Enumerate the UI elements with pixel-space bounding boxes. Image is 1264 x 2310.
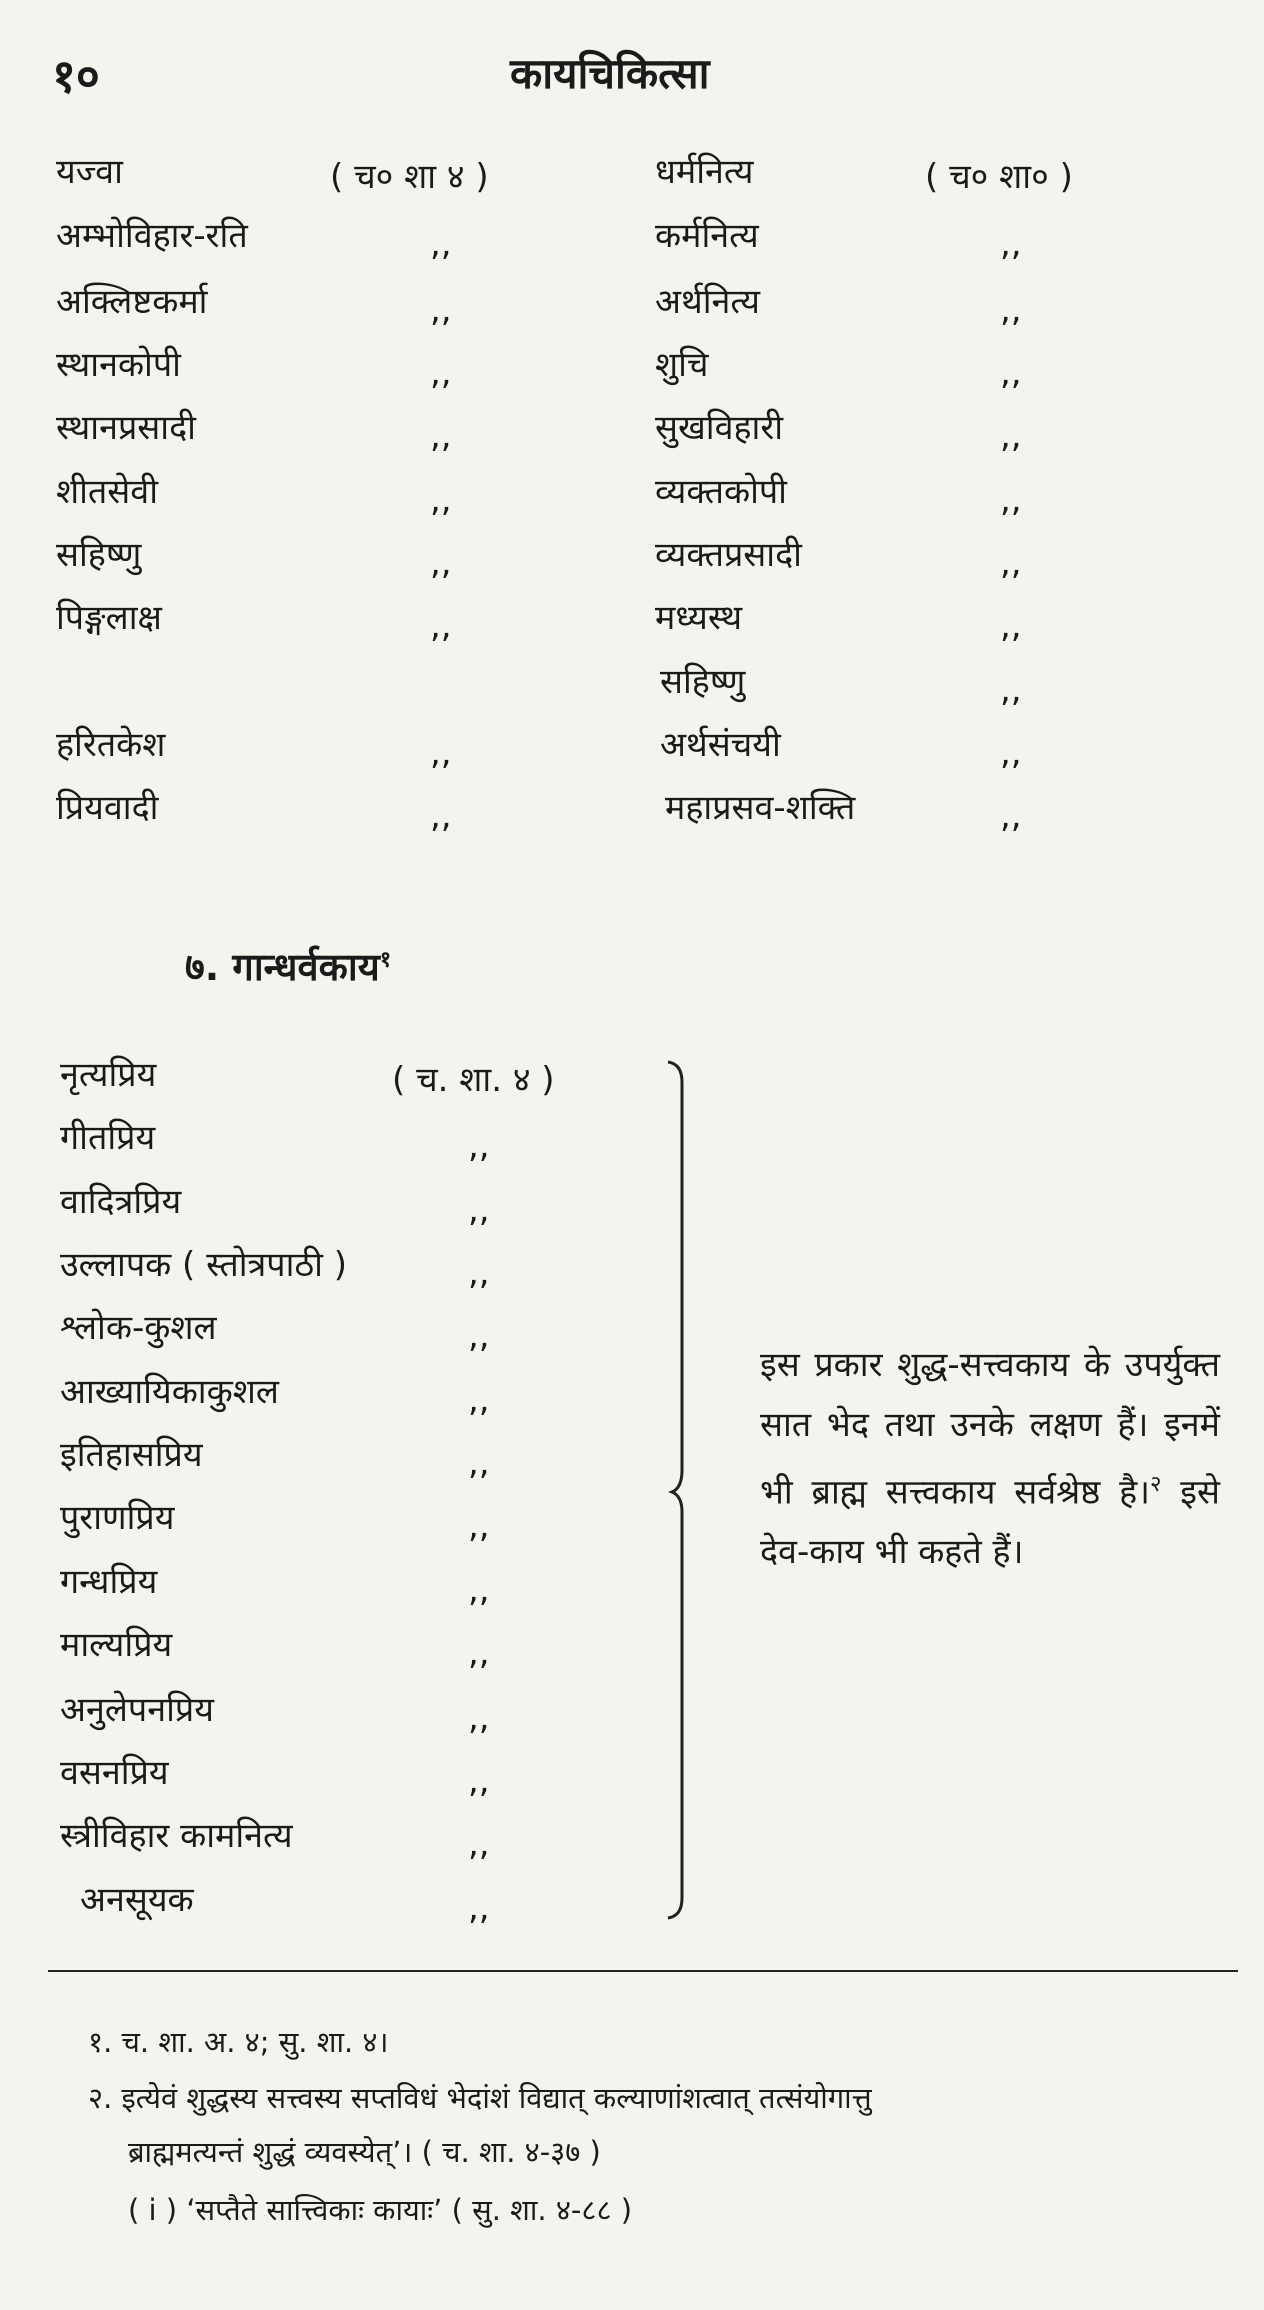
ditto-mark: ,, xyxy=(468,1888,490,1928)
note-text: इस प्रकार शुद्ध-सत्त्वकाय के उपर्युक्त सात भेद तथा उनके लक्षण हैं। इनमें भी ब्राह्म सत्त्वकाय सर्वश्रेष्ठ है। xyxy=(760,1345,1220,1513)
ditto-mark: ,, xyxy=(1000,733,1022,773)
list-item: इतिहासप्रिय xyxy=(60,1435,203,1475)
list-item: अक्लिष्टकर्मा xyxy=(56,282,208,322)
ditto-mark: ,, xyxy=(1000,670,1022,710)
ditto-mark: ,, xyxy=(1000,543,1022,583)
ditto-mark: ,, xyxy=(430,733,452,773)
section-heading xyxy=(185,940,391,992)
footnote: १. च. शा. अ. ४; सु. शा. ४। xyxy=(88,2025,389,2059)
reference-citation: ( च० शा ४ ) xyxy=(330,157,489,197)
list-item: श्लोक-कुशल xyxy=(60,1308,217,1348)
ditto-mark: ,, xyxy=(468,1761,490,1801)
list-item: माल्यप्रिय xyxy=(60,1625,173,1665)
list-item: नृत्यप्रिय xyxy=(60,1055,157,1095)
ditto-mark: ,, xyxy=(430,543,452,583)
ditto-mark: ,, xyxy=(1000,480,1022,520)
list-item: महाप्रसव-शक्ति xyxy=(665,788,856,828)
ditto-mark: ,, xyxy=(468,1253,490,1293)
footnote-continuation: ब्राह्ममत्यन्तं शुद्धं व्यवस्येत्’। ( च. शा. ४-३७ ) xyxy=(128,2135,601,2169)
page-title: कायचिकित्सा xyxy=(510,49,710,98)
footnote: २. इत्येवं शुद्धस्य सत्त्वस्य सप्तविधं भेदांशं विद्यात् कल्याणांशत्वात् तत्संयोगात्तु xyxy=(88,2081,872,2115)
ditto-mark: ,, xyxy=(430,606,452,646)
list-item: स्थानप्रसादी xyxy=(56,408,196,448)
ditto-mark: ,, xyxy=(430,480,452,520)
ditto-mark: ,, xyxy=(468,1824,490,1864)
ditto-mark: ,, xyxy=(1000,796,1022,836)
list-item: वसनप्रिय xyxy=(60,1753,169,1793)
list-item: स्त्रीविहार कामनित्य xyxy=(60,1816,293,1856)
list-item: पिङ्गलाक्ष xyxy=(56,598,162,638)
ditto-mark: ,, xyxy=(1000,606,1022,646)
list-item: अर्थसंचयी xyxy=(660,725,781,765)
list-item: पुराणप्रिय xyxy=(60,1498,175,1538)
ditto-mark: ,, xyxy=(1000,416,1022,456)
list-item: वादित्रप्रिय xyxy=(60,1182,182,1222)
ditto-mark: ,, xyxy=(430,224,452,264)
list-item: गन्धप्रिय xyxy=(60,1562,158,1602)
list-item: सुखविहारी xyxy=(655,408,784,448)
ditto-mark: ,, xyxy=(430,353,452,393)
reference-citation: ( च० शा० ) xyxy=(925,157,1073,197)
list-item: अनुलेपनप्रिय xyxy=(60,1690,214,1730)
list-item: उल्लापक ( स्तोत्रपाठी ) xyxy=(60,1245,348,1285)
list-item: सहिष्णु xyxy=(660,662,746,702)
list-item: धर्मनित्य xyxy=(655,152,754,192)
list-item: यज्वा xyxy=(56,152,123,192)
list-item: अनसूयक xyxy=(80,1880,194,1920)
list-item: गीतप्रिय xyxy=(60,1118,156,1158)
list-item: कर्मनित्य xyxy=(655,216,759,256)
ditto-mark: ,, xyxy=(430,290,452,330)
list-item: व्यक्तकोपी xyxy=(655,472,787,512)
ditto-mark: ,, xyxy=(430,796,452,836)
list-item: स्थानकोपी xyxy=(56,345,181,385)
footnote-divider xyxy=(48,1970,1238,1972)
ditto-mark: ,, xyxy=(468,1698,490,1738)
list-item: शीतसेवी xyxy=(56,472,158,512)
reference-citation: ( च. शा. ४ ) xyxy=(392,1060,555,1100)
ditto-mark: ,, xyxy=(468,1126,490,1166)
page-number: १० xyxy=(52,49,100,103)
ditto-mark: ,, xyxy=(468,1380,490,1420)
section-heading-text: ७. गान्धर्वकाय xyxy=(185,945,380,989)
ditto-mark: ,, xyxy=(468,1190,490,1230)
list-item: हरितकेश xyxy=(56,725,166,765)
ditto-mark: ,, xyxy=(468,1443,490,1483)
ditto-mark: ,, xyxy=(1000,290,1022,330)
list-item: शुचि xyxy=(655,345,709,385)
list-item: सहिष्णु xyxy=(56,535,142,575)
ditto-mark: ,, xyxy=(1000,224,1022,264)
ditto-mark: ,, xyxy=(1000,353,1022,393)
ditto-mark: ,, xyxy=(468,1316,490,1356)
footnote-subitem: ( i ) ‘सप्तैते सात्त्विकाः कायाः’ ( सु. शा. ४-८८ ) xyxy=(128,2193,633,2227)
list-item: प्रियवादी xyxy=(56,788,159,828)
footnote-marker: १ xyxy=(379,947,392,973)
ditto-mark: ,, xyxy=(468,1506,490,1546)
ditto-mark: ,, xyxy=(430,416,452,456)
list-item: मध्यस्थ xyxy=(655,598,743,638)
brace-divider xyxy=(664,1060,694,1920)
footnote-marker: २ xyxy=(1150,1472,1162,1497)
list-item: आख्यायिकाकुशल xyxy=(60,1372,279,1412)
ditto-mark: ,, xyxy=(468,1570,490,1610)
list-item: अर्थनित्य xyxy=(655,282,760,322)
note-text-continued: इसे देव-काय भी कहते हैं। xyxy=(760,1472,1220,1573)
ditto-mark: ,, xyxy=(468,1633,490,1673)
list-item: व्यक्तप्रसादी xyxy=(655,535,802,575)
list-item: अम्भोविहार-रति xyxy=(56,216,248,256)
summary-note xyxy=(760,1335,1220,1582)
